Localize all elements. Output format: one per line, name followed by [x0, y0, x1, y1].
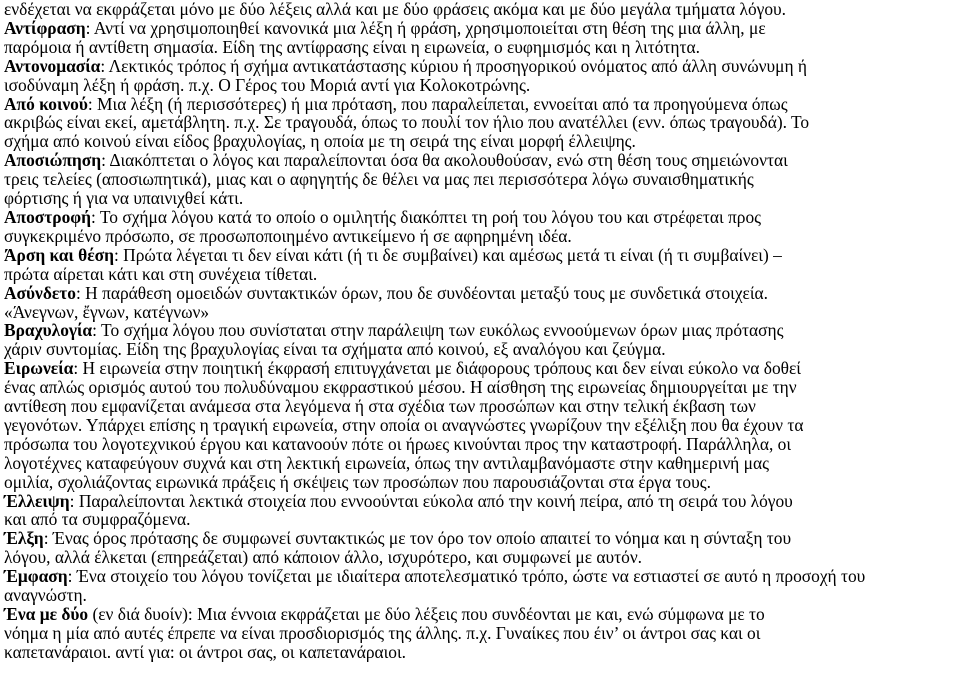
- glossary-entry: [4, 57, 956, 95]
- glossary-term: Αποστροφή: [4, 206, 91, 227]
- definition-text: ενδέχεται να εκφράζεται μόνο με δύο λέξεις αλλά και με δύο φράσεις ακόμα και με δύο μεγάλα τμήματα λόγου.: [4, 0, 786, 19]
- glossary-term: Αντίφραση: [4, 17, 86, 38]
- text-line: [4, 624, 956, 643]
- text-line: [4, 57, 956, 76]
- text-line: [4, 132, 956, 151]
- text-line: [4, 435, 956, 454]
- text-line: [4, 284, 956, 303]
- definition-text: και από τα συμφραζόμενα.: [4, 509, 191, 530]
- glossary-entry: [4, 0, 956, 19]
- glossary-entry: [4, 567, 956, 605]
- text-line: [4, 548, 956, 567]
- glossary-term: Βραχυλογία: [4, 320, 93, 341]
- glossary-term: Ένα με δύο: [4, 604, 89, 624]
- text-line: [4, 378, 956, 397]
- glossary-term: Έλξη: [4, 528, 44, 549]
- definition-text: : Μια λέξη (ή περισσότερες) ή μια πρόταση, που παραλείπεται, εννοείται από τα προηγούμενα όπως: [87, 93, 788, 114]
- definition-text: φόρτισης ή για να υπαινιχθεί κάτι.: [4, 188, 244, 209]
- definition-text: : Αντί να χρησιμοποιηθεί κανονικά μια λέξη ή φράση, χρησιμοποιείται στη θέση της μια άλλη, με: [85, 17, 766, 38]
- text-line: [4, 0, 956, 19]
- text-line: [4, 473, 956, 492]
- definition-text: ισοδύναμη λέξη ή φράση. π.χ. Ο Γέρος του Μοριά αντί για Κολοκοτρώνης.: [4, 74, 531, 95]
- definition-text: παρόμοια ή αντίθετη σημασία. Είδη της αντίφρασης είναι η ειρωνεία, ο ευφημισμός και η λιτότητα.: [4, 36, 700, 57]
- text-line: [4, 397, 956, 416]
- text-line: [4, 246, 956, 265]
- definition-text: : Η ειρωνεία στην ποιητική έκφρασή επιτυγχάνεται με διάφορους τρόπους και δεν είναι εύκολο να δοθεί: [73, 358, 801, 379]
- text-line: [4, 208, 956, 227]
- definition-text: : Ένας όρος πρότασης δε συμφωνεί συντακτικώς με τον όρο τον οποίο απαιτεί το νόημα και η σύνταξη του: [43, 528, 792, 549]
- definition-text: : Ένα στοιχείο του λόγου τονίζεται με ιδιαίτερα αποτελεσματικό τρόπο, ώστε να εστιαστεί σε αυτό η προσοχή του: [67, 566, 866, 587]
- text-line: [4, 38, 956, 57]
- text-line: [4, 454, 956, 473]
- glossary-term: Αντονομασία: [4, 55, 101, 76]
- definition-text: πρώτα αίρεται κάτι και στη συνέχεια τίθεται.: [4, 263, 318, 284]
- text-line: [4, 189, 956, 208]
- text-line: [4, 265, 956, 284]
- definition-text: λογοτέχνες καταφεύγουν συχνά και στη λεκτική ειρωνεία, όπως την αντιλαμβανόμαστε στην καθημερινή μας: [4, 452, 769, 473]
- glossary-term: Ειρωνεία: [4, 358, 74, 379]
- text-line: [4, 643, 956, 662]
- definition-text: : Λεκτικός τρόπος ή σχήμα αντικατάστασης κύριου ή προσηγορικού ονόματος από άλλη συνώνυμη ή: [100, 55, 807, 76]
- text-line: [4, 492, 956, 511]
- definition-text: «Άνεγνων, ἔγνων, κατέγνων»: [4, 301, 210, 322]
- text-line: [4, 416, 956, 435]
- definition-text: ομιλία, σχολιάζοντας ειρωνικά πράξεις ή σκέψεις των προσώπων που παρουσιάζονται στα έργα τους.: [4, 471, 711, 492]
- glossary-entry: [4, 246, 956, 284]
- glossary-term: Έλλειψη: [4, 490, 70, 511]
- text-line: [4, 170, 956, 189]
- glossary-entry: [4, 19, 956, 57]
- glossary-entry: [4, 284, 956, 322]
- glossary-term: Αποσιώπηση: [4, 150, 102, 171]
- definition-text: : Παραλείπονται λεκτικά στοιχεία που εννοούνται εύκολα από την κοινή πείρα, από τη σειρά του λόγου: [69, 490, 793, 511]
- definition-text: : Η παράθεση ομοειδών συντακτικών όρων, που δε συνδέονται μεταξύ τους με συνδετικά στοιχεία.: [75, 282, 769, 303]
- glossary-entry: [4, 95, 956, 152]
- definition-text: συγκεκριμένο πρόσωπο, σε προσωποποιημένο αντικείμενο ή σε αφηρημένη ιδέα.: [4, 225, 572, 246]
- definition-text: νόημα η μία από αυτές έπρεπε να είναι προσδιορισμός της άλλης. π.χ. Γυναίκες που έιν’ οι άντροι σας και οι: [4, 622, 761, 643]
- definition-text: πρόσωπα του λογοτεχνικού έργου και κατανοούν πότε οι ήρωες κινούνται προς την καταστροφή. Παράλληλα, οι: [4, 433, 792, 454]
- definition-text: λόγου, αλλά έλκεται (επηρεάζεται) από κάποιον άλλο, ισχυρότερο, και συμφωνεί με αυτόν.: [4, 547, 643, 568]
- text-line: [4, 510, 956, 529]
- text-line: [4, 113, 956, 132]
- definition-text: ένας απλώς ορισμός αυτού του πολυδύναμου εκφραστικού μέσου. Η αίσθηση της ειρωνείας δημιουργείται με την: [4, 377, 797, 398]
- glossary-term: Άρση και θέση: [4, 244, 114, 265]
- definition-text: σχήμα από κοινού είναι είδος βραχυλογίας, η οποία με τη σειρά της είναι μορφή έλλειψης.: [4, 131, 636, 152]
- text-line: [4, 340, 956, 359]
- definition-text: ακριβώς είναι εκεί, αμετάβλητη. π.χ. Σε τραγουδά, όπως το πουλί τον ήλιο που ανατέλλει (ενν. όπως τραγουδά). Το: [4, 112, 810, 133]
- text-line: [4, 529, 956, 548]
- definition-text: αντίθεση που εμφανίζεται ανάμεσα στα λεγόμενα ή στα σχέδια των προσώπων και στην τελική έκβαση των: [4, 396, 756, 417]
- glossary-term: Ασύνδετο: [4, 282, 76, 303]
- text-line: [4, 227, 956, 246]
- glossary-entry: [4, 321, 956, 359]
- definition-text: αναγνώστη.: [4, 585, 87, 606]
- document-body: [4, 0, 956, 662]
- definition-text: : Διακόπτεται ο λόγος και παραλείπονται όσα θα ακολουθούσαν, ενώ στη θέση τους σημειώνονται: [101, 150, 788, 171]
- text-line: [4, 605, 956, 624]
- text-line: [4, 95, 956, 114]
- text-line: [4, 321, 956, 340]
- text-line: [4, 76, 956, 95]
- glossary-entry: [4, 359, 956, 491]
- glossary-entry: [4, 529, 956, 567]
- text-line: [4, 567, 956, 586]
- glossary-entry: [4, 151, 956, 208]
- definition-text: : Το σχήμα λόγου που συνίσταται στην παράλειψη των ευκόλως εννοούμενων όρων μιας πρότασης: [92, 320, 784, 341]
- definition-text: (εν διά δυοίν): Μια έννοια εκφράζεται με δύο λέξεις που συνδέονται με και, ενώ σύμφωνα με το: [88, 604, 765, 624]
- text-line: [4, 586, 956, 605]
- glossary-term: Έμφαση: [4, 566, 68, 587]
- text-line: [4, 19, 956, 38]
- definition-text: τρεις τελείες (αποσιωπητικά), μιας και ο αφηγητής δε θέλει να μας πει περισσότερα λόγω συναισθηματικής: [4, 169, 754, 190]
- glossary-term: Από κοινού: [4, 93, 88, 114]
- definition-text: : Πρώτα λέγεται τι δεν είναι κάτι (ή τι δε συμβαίνει) και αμέσως μετά τι είναι (ή τι συμβαίνει) –: [114, 244, 782, 265]
- glossary-entry: [4, 605, 956, 662]
- text-line: [4, 359, 956, 378]
- definition-text: : Το σχήμα λόγου κατά το οποίο ο ομιλητής διακόπτει τη ροή του λόγου του και στρέφεται προς: [91, 206, 762, 227]
- glossary-entry: [4, 208, 956, 246]
- definition-text: καπετανάραιοι. αντί για: οι άντροι σας, οι καπετανάραιοι.: [4, 641, 407, 662]
- text-line: [4, 151, 956, 170]
- definition-text: γεγονότων. Υπάρχει επίσης η τραγική ειρωνεία, στην οποία οι αναγνώστες γνωρίζουν την εξέλιξη που θα έχουν τα: [4, 414, 804, 435]
- glossary-entry: [4, 492, 956, 530]
- definition-text: χάριν συντομίας. Είδη της βραχυλογίας είναι τα σχήματα από κοινού, εξ αναλόγου και ζεύγμα.: [4, 339, 666, 360]
- text-line: [4, 303, 956, 322]
